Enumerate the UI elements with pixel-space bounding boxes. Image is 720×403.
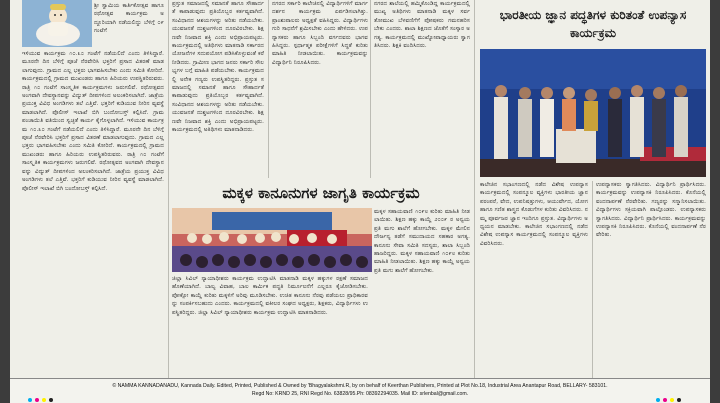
- child-law-event-photo: [172, 208, 372, 272]
- imprint-line-2: Regd No: KRND 25, RNI Regd No. 63828/95.Ph: 08392294035. Mail ID: srlenbal@gmail.com.: [251, 391, 469, 397]
- column-rule: [168, 0, 169, 378]
- column-6-text: ಉಪನ್ಯಾಸಕರು ಸ್ವಾಗತಿಸಿದರು. ವಿದ್ಯಾರ್ಥಿನಿ ಪ್ರಾರ್ಥಿಸಿದರು. ಕಾರ್ಯಕ್ರಮವನ್ನು ಉಪನ್ಯಾಸಕಿ ನಿರೂಪಿಸಿದರು. ಕೊನೆಯಲ್ಲಿ ವಂದನಾರ್ಪಣೆ ನೆರವೇರಿತು. ಗಣ್ಯರನ್ನು ಸನ್ಮಾನಿಸಲಾಯಿತು. ವಿದ್ಯಾರ್ಥಿಗಳು ಸಕ್ರಿಯವಾಗಿ ಪಾಲ್ಗೊಂಡರು. ಉಪನ್ಯಾಸಕರು ಸ್ವಾಗತಿಸಿದರು. ವಿದ್ಯಾರ್ಥಿನಿ ಪ್ರಾರ್ಥಿಸಿದರು. ಕಾರ್ಯಕ್ರಮವನ್ನು ಉಪನ್ಯಾಸಕಿ ನಿರೂಪಿಸಿದರು. ಕೊನೆಯಲ್ಲಿ ವಂದನಾರ್ಪಣೆ ನೆರವೇರಿತು.: [596, 182, 706, 239]
- column-2-text: ಪ್ರಸ್ತುತ ಸಮಾಜದಲ್ಲಿ ಸಮಾನತೆ ಹಾಗೂ ಸೌಹಾರ್ದತೆ ಕಾಪಾಡುವುದು ಪ್ರತಿಯೊಬ್ಬರ ಕರ್ತವ್ಯವಾಗಿದೆ. ಸಂವಿಧಾನದ ಆಶಯಗಳನ್ನು ಅರಿತು ನಡೆಯಬೇಕು. ಯುವಜನತೆ ದುಶ್ಚಟಗಳಿಂದ ದೂರವಿರಬೇಕು. ಶಿಕ್ಷಣವೇ ನಿಜವಾದ ಶಕ್ತಿ ಎಂದು ಅಭಿಪ್ರಾಯಪಟ್ಟರು. ಕಾರ್ಯಕ್ರಮದಲ್ಲಿ ಅತಿಥಿಗಳು ಮಾತನಾಡಿ ಸರ್ಕಾರದ ಯೋಜನೆಗಳ ಸದುಪಯೋಗ ಪಡಿಸಿಕೊಳ್ಳುವಂತೆ ಕರೆ ನೀಡಿದರು. ಗ್ರಾಮೀಣ ಭಾಗದ ಜನರು ಸರ್ಕಾರಿ ಸೌಲಭ್ಯಗಳ ಬಗ್ಗೆ ಮಾಹಿತಿ ಪಡೆಯಬೇಕು. ಕಾರ್ಯಕ್ರಮದಲ್ಲಿ ಅನೇಕ ಗಣ್ಯರು ಉಪಸ್ಥಿತರಿದ್ದರು. ಪ್ರಸ್ತುತ ಸಮಾಜದಲ್ಲಿ ಸಮಾನತೆ ಹಾಗೂ ಸೌಹಾರ್ದತೆ ಕಾಪಾಡುವುದು ಪ್ರತಿಯೊಬ್ಬರ ಕರ್ತವ್ಯವಾಗಿದೆ. ಸಂವಿಧಾನದ ಆಶಯಗಳನ್ನು ಅರಿತು ನಡೆಯಬೇಕು. ಯುವಜನತೆ ದುಶ್ಚಟಗಳಿಂದ ದೂರವಿರಬೇಕು. ಶಿಕ್ಷಣವೇ ನಿಜವಾದ ಶಕ್ತಿ ಎಂದು ಅಭಿಪ್ರಾಯಪಟ್ಟರು. ಕಾರ್ಯಕ್ರಮದಲ್ಲಿ ಅತಿಥಿಗಳು ಮಾತನಾಡಿದರು.: [172, 1, 264, 134]
- dignitaries-stage-image: [480, 49, 706, 177]
- headline-child-law-awareness: ಮಕ್ಕಳ ಕಾನೂನುಗಳ ಜಾಗೃತಿ ಕಾರ್ಯಕ್ರಮ: [222, 184, 420, 202]
- newspaper-page: [10, 0, 710, 403]
- column-4-text: ನಗರದ ಶಾಲೆಯಲ್ಲಿ ಹಮ್ಮಿಕೊಂಡಿದ್ದ ಕಾರ್ಯಕ್ರಮದಲ್ಲಿ ಮುಖ್ಯ ಅತಿಥಿಗಳು ಮಾತನಾಡಿ ಮಕ್ಕಳ ಸರ್ವತೋಮುಖ ಬೆಳವಣಿಗೆಗೆ ಪೋಷಕರು ಗಮನಹರಿಸಬೇಕು ಎಂದರು. ಶಾಲಾ ಶಿಕ್ಷಣದ ಜೊತೆಗೆ ಸಂಸ್ಕಾರ ಅಗತ್ಯ. ಕಾರ್ಯಕ್ರಮದಲ್ಲಿ ಮುಖ್ಯೋಪಾಧ್ಯಾಯರು ಸ್ವಾಗತಿಸಿದರು. ಶಿಕ್ಷಕಿ ವಂದಿಸಿದರು.: [374, 1, 470, 50]
- registration-marks-left: [28, 398, 53, 402]
- column-1-top-text: ಶ್ರೀ ಸ್ವಾಮಿಯ ಕಾರ್ತಿಕೋತ್ಸವ ಹಾಗೂ ರಥೋತ್ಸವ ಕಾರ್ಯಕ್ರಮ ಅದ್ದೂರಿಯಾಗಿ ನಡೆಯಲಿದ್ದು ಬೆಳಿಗ್ಗೆ ೦೯ ಗಂಟೆಗೆ: [94, 3, 164, 35]
- knowledge-lecture-photo: [480, 49, 706, 177]
- column-3b-text: ಜಿಲ್ಲಾ ಸಿವಿಲ್ ನ್ಯಾಯಾಧೀಶರು ಕಾರ್ಯಕ್ರಮ ಉದ್ಘಾಟಿಸಿ ಮಾತನಾಡಿ ಮಕ್ಕಳ ಹಕ್ಕುಗಳ ರಕ್ಷಣೆ ಸಮಾಜದ ಹೊಣೆಯಾಗಿದೆ. ಬಾಲ್ಯ ವಿವಾಹ, ಬಾಲ ಕಾರ್ಮಿಕ ಪದ್ಧತಿ ನಿರ್ಮೂಲನೆಗೆ ಎಲ್ಲರೂ ಕೈಜೋಡಿಸಬೇಕು. ಪೋಕ್ಸೋ ಕಾಯ್ದೆ ಕುರಿತು ಮಕ್ಕಳಿಗೆ ಅರಿವು ಮೂಡಿಸಬೇಕು. ಉಚಿತ ಕಾನೂನು ನೆರವು ಪಡೆಯಲು ಪ್ರಾಧಿಕಾರವನ್ನು ಸಂಪರ್ಕಿಸಬಹುದು ಎಂದರು. ಕಾರ್ಯಕ್ರಮದಲ್ಲಿ ವಕೀಲರ ಸಂಘದ ಅಧ್ಯಕ್ಷರು, ಶಿಕ್ಷಕರು, ವಿದ್ಯಾರ್ಥಿಗಳು ಉಪಸ್ಥಿತರಿದ್ದರು. ಜಿಲ್ಲಾ ಸಿವಿಲ್ ನ್ಯಾಯಾಧೀಶರು ಕಾರ್ಯಕ್ರಮ ಉದ್ಘಾಟಿಸಿ ಮಾತನಾಡಿದರು.: [172, 276, 368, 316]
- column-rule: [474, 0, 475, 378]
- column-rule: [370, 0, 371, 178]
- audience-stage-image: [172, 208, 372, 272]
- column-rule: [268, 0, 269, 178]
- column-4b-text: ಮಕ್ಕಳ ಸಹಾಯವಾಣಿ ೧೦೯೮ ಕುರಿತು ಮಾಹಿತಿ ನೀಡಲಾಯಿತು. ಶಿಕ್ಷಣ ಹಕ್ಕು ಕಾಯ್ದೆ ೨೦೦೯ ರ ಅನ್ವಯ ಪ್ರತಿ ಮಗು ಶಾಲೆಗೆ ಹೋಗಬೇಕು. ಮಕ್ಕಳ ಮೇಲಿನ ದೌರ್ಜನ್ಯ ತಡೆಗೆ ಸಮುದಾಯದ ಸಹಕಾರ ಅಗತ್ಯ. ಕಾನೂನು ಸೇವಾ ಸಮಿತಿ ಸದಸ್ಯರು, ಶಾಲಾ ಸಿಬ್ಬಂದಿ ಹಾಜರಿದ್ದರು. ಮಕ್ಕಳ ಸಹಾಯವಾಣಿ ೧೦೯೮ ಕುರಿತು ಮಾಹಿತಿ ನೀಡಲಾಯಿತು. ಶಿಕ್ಷಣ ಹಕ್ಕು ಕಾಯ್ದೆ ಅನ್ವಯ ಪ್ರತಿ ಮಗು ಶಾಲೆಗೆ ಹೋಗಬೇಕು.: [374, 209, 470, 274]
- column-5-text: ಕಾಲೇಜಿನ ಸಭಾಂಗಣದಲ್ಲಿ ನಡೆದ ವಿಶೇಷ ಉಪನ್ಯಾಸ ಕಾರ್ಯಕ್ರಮದಲ್ಲಿ ಸಂಪನ್ಮೂಲ ವ್ಯಕ್ತಿಗಳು ಭಾರತೀಯ ಜ್ಞಾನ ಪರಂಪರೆ, ವೇದ, ಉಪನಿಷತ್ತುಗಳು, ಆಯುರ್ವೇದ, ಯೋಗ ಹಾಗೂ ಗಣಿತ ಶಾಸ್ತ್ರದ ಕೊಡುಗೆಗಳ ಕುರಿತು ವಿವರಿಸಿದರು. ನಮ್ಮ ಪೂರ್ವಜರ ಜ್ಞಾನ ಇಂದಿಗೂ ಪ್ರಸ್ತುತ. ವಿದ್ಯಾರ್ಥಿಗಳು ಅಧ್ಯಯನ ಮಾಡಬೇಕು. ಕಾಲೇಜಿನ ಸಭಾಂಗಣದಲ್ಲಿ ನಡೆದ ವಿಶೇಷ ಉಪನ್ಯಾಸ ಕಾರ್ಯಕ್ರಮದಲ್ಲಿ ಸಂಪನ್ಮೂಲ ವ್ಯಕ್ತಿಗಳು ವಿವರಿಸಿದರು.: [480, 182, 588, 247]
- imprint-line-1: © NAMMA KANNADANADU, Kannada Daily. Edited, Printed, Published & Owned by 'Bhagyalakshmi.R, by on behalf of Keerthan Publishers, Printed at Plot No.18, Industrial Area Anantapur Road, BELLARY- 583101.: [112, 383, 608, 389]
- column-rule: [592, 181, 593, 378]
- headline-indian-knowledge-lecture: ಭಾರತೀಯ ಜ್ಞಾನ ಪದ್ಧತಿಗಳ ಕುರಿತಂತೆ ಉಪನ್ಯಾಸ ಕಾರ್ಯಕ್ರಮ: [499, 8, 687, 40]
- registration-marks-right: [656, 398, 681, 402]
- deity-illustration: [22, 0, 92, 47]
- cartoon-photo: [22, 0, 92, 47]
- column-3-text: ನಗರದ ಸರ್ಕಾರಿ ಕಾಲೇಜಿನಲ್ಲಿ ವಿದ್ಯಾರ್ಥಿಗಳಿಗೆ ಮಾರ್ಗದರ್ಶನ ಕಾರ್ಯಕ್ರಮ ಏರ್ಪಡಿಸಲಾಗಿತ್ತು. ಪ್ರಾಂಶುಪಾಲರು ಅಧ್ಯಕ್ಷತೆ ವಹಿಸಿದ್ದರು. ವಿದ್ಯಾರ್ಥಿಗಳು ಗುರಿ ಸಾಧನೆಗೆ ಶ್ರಮಿಸಬೇಕು ಎಂದು ಹೇಳಿದರು. ಉಪನ್ಯಾಸಕರು ಹಾಗೂ ಸಿಬ್ಬಂದಿ ವರ್ಗದವರು ಭಾಗವಹಿಸಿದ್ದರು. ಸ್ಪರ್ಧಾತ್ಮಕ ಪರೀಕ್ಷೆಗಳಿಗೆ ಸಿದ್ಧತೆ ಕುರಿತು ಮಾಹಿತಿ ನೀಡಲಾಯಿತು. ಕಾರ್ಯಕ್ರಮವನ್ನು ವಿದ್ಯಾರ್ಥಿನಿ ನಿರೂಪಿಸಿದರು.: [272, 1, 368, 66]
- column-1-text: ಇಳಿಯುವ ಕಾರ್ಯಕ್ರಮ ೧೦.೩೦ ಗಂಟೆಗೆ ನಡೆಯಲಿದೆ ಎಂದು ತಿಳಿಸಿದ್ದಾರೆ. ಮೂರನೇ ದಿನ ಬೆಳಿಗ್ಗೆ ಪೂಜೆ ನೆರವೇರಿಸಿ ಭಕ್ತರಿಗೆ ಪ್ರಸಾದ ವಿತರಣೆ ಮಾಡಲಾಗುವುದು. ಗ್ರಾಮದ ಎಲ್ಲ ಭಕ್ತರು ಭಾಗವಹಿಸಬೇಕು ಎಂದು ಸಮಿತಿ ಕೋರಿದೆ. ಕಾರ್ಯಕ್ರಮದಲ್ಲಿ ಗ್ರಾಮದ ಮುಖಂಡರು ಹಾಗೂ ಹಿರಿಯರು ಉಪಸ್ಥಿತರಿರುವರು. ರಾತ್ರಿ ೧೦ ಗಂಟೆಗೆ ಸಾಂಸ್ಕೃತಿಕ ಕಾರ್ಯಕ್ರಮಗಳು ಜರುಗಲಿವೆ. ರಥೋತ್ಸವದ ಅಂಗವಾಗಿ ದೇವಸ್ಥಾನವನ್ನು ವಿದ್ಯುತ್ ದೀಪಗಳಿಂದ ಅಲಂಕರಿಸಲಾಗಿದೆ. ಜಾತ್ರೆಯ ಪ್ರಯುಕ್ತ ವಿವಿಧ ಅಂಗಡಿಗಳು ತಲೆ ಎತ್ತಿವೆ. ಭಕ್ತರಿಗೆ ಕುಡಿಯುವ ನೀರಿನ ವ್ಯವಸ್ಥೆ ಮಾಡಲಾಗಿದೆ. ಪೊಲೀಸ್ ಇಲಾಖೆ ಬಿಗಿ ಬಂದೋಬಸ್ತ್ ಕಲ್ಪಿಸಿದೆ. ಗ್ರಾಮ ಪಂಚಾಯಿತಿ ವತಿಯಿಂದ ಸ್ವಚ್ಛತೆ ಕಾರ್ಯ ಕೈಗೊಳ್ಳಲಾಗಿದೆ. ಇಳಿಯುವ ಕಾರ್ಯಕ್ರಮ ೧೦.೩೦ ಗಂಟೆಗೆ ನಡೆಯಲಿದೆ ಎಂದು ತಿಳಿಸಿದ್ದಾರೆ. ಮೂರನೇ ದಿನ ಬೆಳಿಗ್ಗೆ ಪೂಜೆ ನೆರವೇರಿಸಿ ಭಕ್ತರಿಗೆ ಪ್ರಸಾದ ವಿತರಣೆ ಮಾಡಲಾಗುವುದು. ಗ್ರಾಮದ ಎಲ್ಲ ಭಕ್ತರು ಭಾಗವಹಿಸಬೇಕು ಎಂದು ಸಮಿತಿ ಕೋರಿದೆ. ಕಾರ್ಯಕ್ರಮದಲ್ಲಿ ಗ್ರಾಮದ ಮುಖಂಡರು ಹಾಗೂ ಹಿರಿಯರು ಉಪಸ್ಥಿತರಿರುವರು. ರಾತ್ರಿ ೧೦ ಗಂಟೆಗೆ ಸಾಂಸ್ಕೃತಿಕ ಕಾರ್ಯಕ್ರಮಗಳು ಜರುಗಲಿವೆ. ರಥೋತ್ಸವದ ಅಂಗವಾಗಿ ದೇವಸ್ಥಾನವನ್ನು ವಿದ್ಯುತ್ ದೀಪಗಳಿಂದ ಅಲಂಕರಿಸಲಾಗಿದೆ. ಜಾತ್ರೆಯ ಪ್ರಯುಕ್ತ ವಿವಿಧ ಅಂಗಡಿಗಳು ತಲೆ ಎತ್ತಿವೆ. ಭಕ್ತರಿಗೆ ಕುಡಿಯುವ ನೀರಿನ ವ್ಯವಸ್ಥೆ ಮಾಡಲಾಗಿದೆ. ಪೊಲೀಸ್ ಇಲಾಖೆ ಬಿಗಿ ಬಂದೋಬಸ್ತ್ ಕಲ್ಪಿಸಿದೆ.: [22, 51, 164, 192]
- imprint-footer: [10, 378, 710, 403]
